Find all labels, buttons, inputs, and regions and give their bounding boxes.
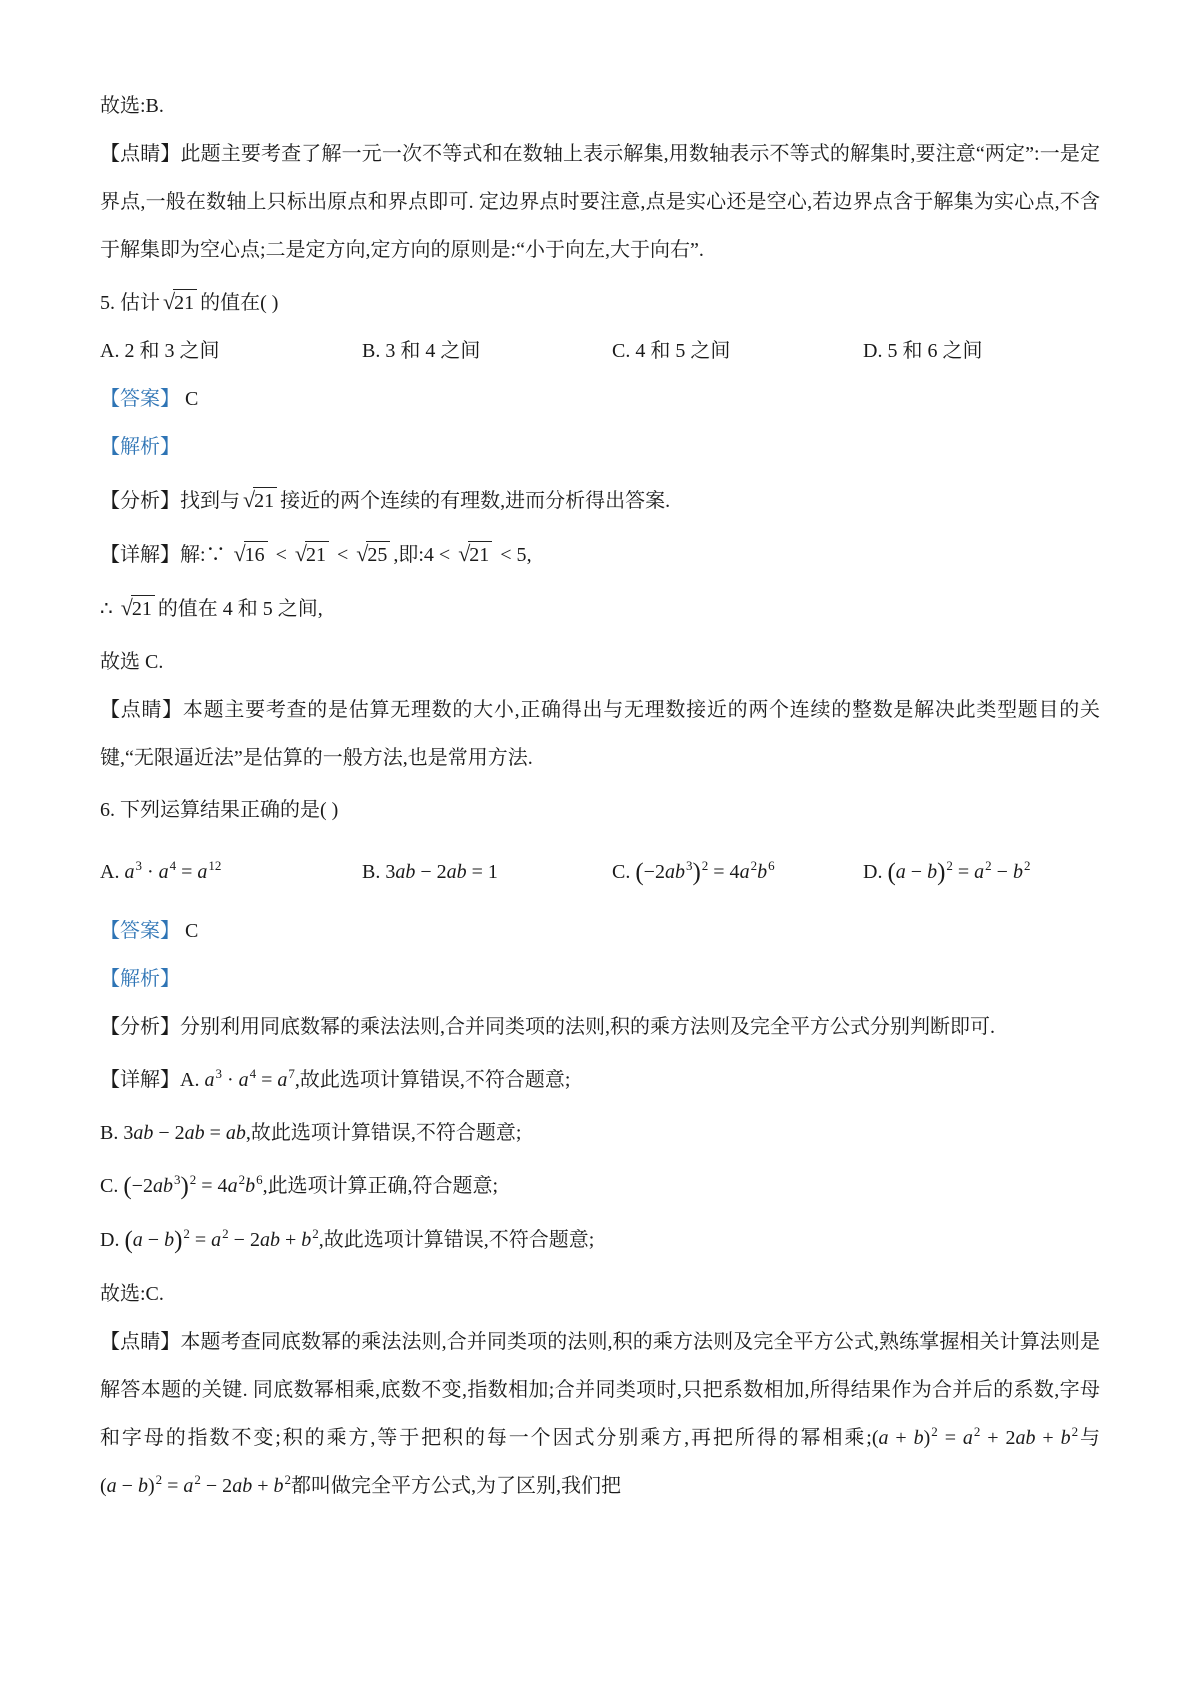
math-variable: a — [238, 1069, 249, 1091]
math-variable: b — [245, 1175, 256, 1197]
superscript: 6 — [768, 858, 775, 874]
question-5-note: 【点睛】本题主要考查的是估算无理数的大小,正确得出与无理数接近的两个连续的整数是解决此类型题目的关键,“无限逼近法”是估算的一般方法,也是常用方法. — [100, 699, 1100, 769]
math-variable: a — [158, 861, 169, 883]
math-run: = 4 — [708, 861, 740, 883]
text-run: D. 5 和 6 之间 — [863, 340, 983, 362]
text-run: 与 — [1078, 1427, 1101, 1449]
math-variable: b — [273, 1475, 284, 1497]
math-run: + — [1035, 1427, 1061, 1449]
math-variable: a — [124, 861, 135, 883]
prev-question-conclusion: 故选:B. — [100, 95, 164, 117]
superscript: 2 — [701, 858, 709, 874]
math-expression — [160, 289, 200, 314]
math-run: − 2 — [415, 861, 447, 883]
math-variable: a — [211, 1229, 222, 1251]
math-variable: a — [878, 1427, 889, 1449]
question-5-analysis — [100, 476, 1100, 525]
radicand: 25 — [366, 541, 390, 566]
section-label: 【答案】 — [100, 388, 180, 410]
question-6-solution-c — [100, 1162, 1100, 1211]
math-variable: b — [301, 1229, 312, 1251]
question-5-option-c — [612, 327, 863, 375]
math-run: = — [162, 1475, 184, 1497]
question-6-options — [100, 848, 1100, 897]
math-expression — [123, 1172, 263, 1200]
text-run: 的值在( ) — [200, 292, 279, 314]
question-6-answer — [100, 907, 1100, 955]
superscript: 6 — [256, 1172, 263, 1188]
superscript: 4 — [249, 1066, 257, 1082]
superscript: 2 — [284, 1472, 291, 1488]
math-run: − — [991, 861, 1013, 883]
radical-sign-icon: √ — [163, 289, 176, 314]
text-run: A. 2 和 3 之间 — [100, 340, 220, 362]
math-run: = — [952, 861, 975, 883]
math-variable: a — [183, 1475, 194, 1497]
math-run: = — [189, 1229, 212, 1251]
math-run: 3 — [123, 1122, 134, 1144]
math-run: − 2 — [228, 1229, 260, 1251]
math-run: < 5 — [495, 544, 527, 566]
math-expression — [123, 1122, 246, 1144]
text-run: ,故此选项计算错误,不符合题意; — [318, 1229, 595, 1251]
math-run: ) — [923, 1427, 931, 1449]
text-run: C — [180, 920, 199, 942]
sqrt-radical — [163, 278, 197, 327]
question-5-stem — [100, 278, 1100, 327]
superscript: 7 — [288, 1066, 295, 1082]
text-run: , — [526, 544, 532, 566]
math-variable: a — [962, 1427, 973, 1449]
prev-question-note: 【点睛】此题主要考查了解一元一次不等式和在数轴上表示解集,用数轴表示不等式的解集时,要注意“两定”:一是定界点,一般在数轴上只标出原点和界点即可. 定边界点时要注意,点是实心还是空心,若边界点含于解集为实心点,不含于解集即为空心点;二是定方向,定方向的原则是:“小于向左,大于向右”. — [100, 143, 1100, 261]
math-run: ) — [147, 1475, 155, 1497]
math-run: − 2 — [153, 1122, 185, 1144]
text-run: A. — [100, 861, 125, 883]
math-run: ( — [123, 1173, 132, 1200]
math-run: ) — [174, 1227, 183, 1254]
math-run: + 2 — [980, 1427, 1016, 1449]
superscript: 2 — [238, 1172, 246, 1188]
math-variable: a — [739, 861, 750, 883]
math-variable: ab — [395, 861, 416, 883]
math-variable: a — [277, 1069, 288, 1091]
math-run: ) — [937, 859, 946, 886]
math-run: < — [270, 544, 292, 566]
superscript: 2 — [973, 1424, 981, 1440]
math-run: ( — [635, 859, 644, 886]
superscript: 3 — [173, 1172, 181, 1188]
section-label: 【答案】 — [100, 920, 180, 942]
text-run: C. — [100, 1175, 124, 1197]
radicand: 21 — [305, 541, 329, 566]
superscript: 3 — [135, 858, 142, 874]
superscript: 2 — [1023, 858, 1031, 874]
text-run: 5. 估计 — [100, 292, 160, 314]
text-run: C. 4 和 5 之间 — [612, 340, 731, 362]
math-variable: ab — [1015, 1427, 1036, 1449]
sqrt-radical — [234, 530, 268, 579]
math-run: = 1 — [466, 861, 498, 883]
question-5-option-d — [863, 327, 1100, 375]
superscript: 2 — [1071, 1424, 1079, 1440]
superscript: 2 — [312, 1226, 319, 1242]
math-run: −2 — [643, 861, 665, 883]
question-6-option-a — [100, 848, 362, 897]
math-variable: ab — [232, 1475, 253, 1497]
math-variable: b — [1060, 1427, 1071, 1449]
text-run: 【点睛】本题考查同底数幂的乘法法则,合并同类项的法则,积的乘方法则及完全平方公式,熟练掌握相关计算法则是解答本题的关键. 同底数幂相乘,底数不变,指数相加;合并同类项时,只把系数相加,所得结果作为合并后的系数,字母和字母的指数不变;积的乘方,等于把积的每一个因式分别乘方,再把所得的幂相乘; — [100, 1331, 1100, 1449]
math-variable: a — [132, 1229, 143, 1251]
math-run: + — [888, 1427, 914, 1449]
math-expression — [100, 1472, 291, 1497]
text-run: ,此选项计算正确,符合题意; — [262, 1175, 499, 1197]
question-6-option-d — [863, 848, 1100, 897]
math-variable: b — [164, 1229, 175, 1251]
question-6-option-b — [362, 848, 612, 897]
question-5-conclusion: 故选 C. — [100, 651, 164, 673]
question-6-solution-a — [100, 1056, 1100, 1104]
math-variable: a — [197, 861, 208, 883]
section-label: 【解析】 — [100, 436, 180, 458]
math-run: 4 < — [423, 544, 456, 566]
math-run: ) — [180, 1173, 189, 1200]
superscript: 2 — [946, 858, 953, 874]
math-expression — [871, 1424, 1079, 1449]
math-run: −2 — [131, 1175, 153, 1197]
math-variable: ab — [225, 1122, 246, 1144]
sqrt-radical — [458, 530, 492, 579]
math-run: + — [252, 1475, 274, 1497]
text-run: B. 3 和 4 之间 — [362, 340, 481, 362]
math-run: · — [141, 861, 159, 883]
text-run: 的值在 4 和 5 之间, — [157, 598, 323, 620]
question-5-options — [100, 327, 1100, 375]
radical-sign-icon: √ — [356, 541, 369, 566]
math-variable: ab — [446, 861, 467, 883]
math-variable: b — [1012, 861, 1023, 883]
math-variable: a — [204, 1069, 215, 1091]
question-6-option-c — [612, 848, 863, 897]
superscript: 2 — [155, 1472, 163, 1488]
text-run: 接近的两个连续的有理数,进而分析得出答案. — [280, 490, 671, 512]
superscript: 3 — [215, 1066, 222, 1082]
math-variable: a — [974, 861, 985, 883]
text-run: D. — [100, 1229, 125, 1251]
text-run: ,故此选项计算错误,不符合题意; — [245, 1122, 522, 1144]
text-run: D. — [863, 861, 888, 883]
math-run: ( — [100, 1475, 107, 1497]
radical-sign-icon: √ — [120, 595, 133, 620]
math-run: ∴ — [100, 598, 118, 620]
radical-sign-icon: √ — [243, 487, 256, 512]
math-run: ) — [692, 859, 701, 886]
text-run: ,故此选项计算错误,不符合题意; — [294, 1069, 571, 1091]
math-variable: b — [927, 861, 938, 883]
math-variable: b — [137, 1475, 148, 1497]
math-run: · — [221, 1069, 239, 1091]
question-6-note — [100, 1318, 1100, 1510]
question-5-option-b — [362, 327, 612, 375]
math-variable: a — [106, 1475, 117, 1497]
text-run: 都叫做完全平方公式,为了区别,我们把 — [290, 1475, 621, 1497]
superscript: 4 — [169, 858, 177, 874]
math-expression — [635, 858, 775, 886]
sqrt-radical — [121, 584, 155, 633]
math-run: ( — [124, 1227, 133, 1254]
radicand: 16 — [244, 541, 268, 566]
superscript: 2 — [183, 1226, 190, 1242]
superscript: 3 — [685, 858, 693, 874]
section-label: 【解析】 — [100, 968, 180, 990]
radical-sign-icon: √ — [458, 541, 471, 566]
question-6-analysis: 【分析】分别利用同底数幂的乘法法则,合并同类项的法则,积的乘方法则及完全平方公式分别判断即可. — [100, 1016, 995, 1038]
math-expression — [423, 541, 527, 566]
radicand: 21 — [468, 541, 492, 566]
superscript: 2 — [931, 1424, 938, 1440]
question-6-stem: 6. 下列运算结果正确的是( ) — [100, 799, 339, 821]
math-variable: ab — [259, 1229, 280, 1251]
text-run: C. — [612, 861, 636, 883]
text-run: C — [180, 388, 199, 410]
math-run: = — [256, 1069, 278, 1091]
question-6-solution-b — [100, 1109, 1100, 1157]
sqrt-radical — [356, 530, 390, 579]
radical-sign-icon: √ — [233, 541, 246, 566]
math-variable: ab — [664, 861, 685, 883]
radicand: 21 — [131, 595, 155, 620]
superscript: 2 — [194, 1472, 201, 1488]
math-expression — [205, 541, 394, 566]
math-run: = 4 — [196, 1175, 228, 1197]
math-run: + — [279, 1229, 302, 1251]
math-variable: ab — [133, 1122, 154, 1144]
math-run: ∵ — [205, 544, 231, 566]
text-run: B. — [100, 1122, 124, 1144]
math-run: − — [142, 1229, 165, 1251]
text-run: 【分析】找到与 — [100, 490, 240, 512]
math-variable: b — [757, 861, 768, 883]
question-6-solution-d — [100, 1216, 1100, 1265]
radicand: 21 — [173, 289, 197, 314]
math-run: − — [116, 1475, 138, 1497]
radical-sign-icon: √ — [294, 541, 307, 566]
math-expression — [124, 858, 222, 883]
superscript: 2 — [985, 858, 992, 874]
math-variable: b — [913, 1427, 924, 1449]
math-run: − — [905, 861, 928, 883]
math-expression — [240, 487, 280, 512]
text-run: B. — [362, 861, 386, 883]
question-5-answer — [100, 375, 1100, 423]
superscript: 2 — [189, 1172, 197, 1188]
math-expression — [124, 1226, 319, 1254]
question-5-solution-line-1 — [100, 530, 1100, 579]
sqrt-radical — [295, 530, 329, 579]
math-expression — [385, 861, 498, 883]
math-run: < — [332, 544, 354, 566]
text-run: 【详解】解: — [100, 544, 206, 566]
math-variable: a — [895, 861, 906, 883]
question-6-conclusion: 故选:C. — [100, 1283, 164, 1305]
text-run: 【详解】A. — [100, 1069, 205, 1091]
radicand: 21 — [253, 487, 277, 512]
math-run: = — [937, 1427, 963, 1449]
math-variable: ab — [184, 1122, 205, 1144]
math-run: ( — [871, 1427, 879, 1449]
superscript: 2 — [750, 858, 758, 874]
superscript: 2 — [222, 1226, 229, 1242]
math-run: = — [204, 1122, 226, 1144]
math-expression — [887, 858, 1031, 886]
math-variable: ab — [152, 1175, 173, 1197]
math-run: − 2 — [200, 1475, 233, 1497]
math-run: ( — [887, 859, 896, 886]
math-expression — [204, 1066, 295, 1091]
question-5-option-a — [100, 327, 362, 375]
math-variable: a — [227, 1175, 238, 1197]
math-run: = — [176, 861, 198, 883]
math-run: 3 — [385, 861, 396, 883]
math-expression — [100, 595, 158, 620]
question-6-jiexi-label — [100, 955, 1100, 1003]
superscript: 12 — [208, 858, 222, 874]
sqrt-radical — [243, 476, 277, 525]
question-5-solution-line-2 — [100, 584, 1100, 633]
text-run: ,即: — [393, 544, 424, 566]
question-5-jiexi-label — [100, 423, 1100, 471]
